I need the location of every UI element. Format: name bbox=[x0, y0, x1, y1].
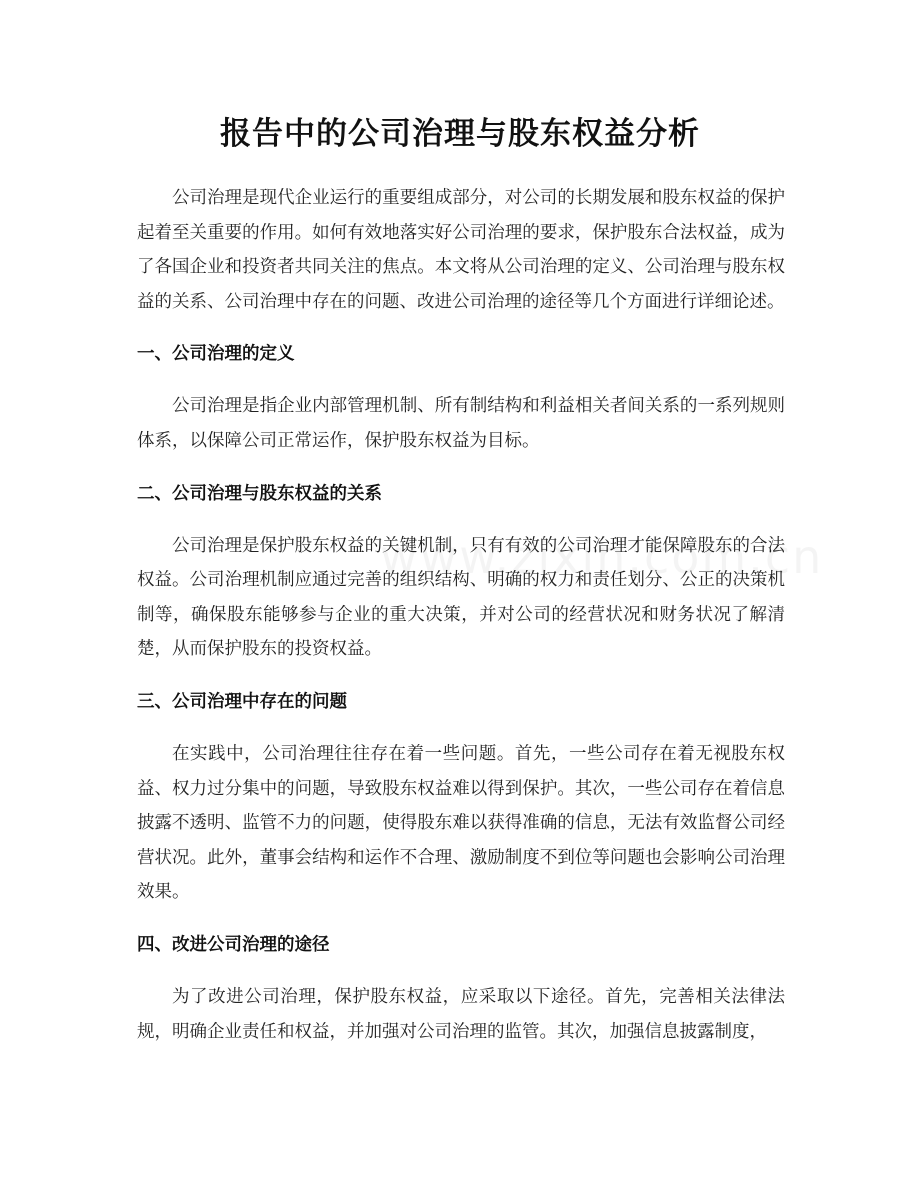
section-body-relationship: 公司治理是保护股东权益的关键机制，只有有效的公司治理才能保障股东的合法权益。公司治理机制应通过完善的组织结构、明确的权力和责任划分、公正的决策机制等，确保股东能够参与企业的重大决策，并对公司的经营状况和财务状况了解清楚，从而保护股东的投资权益。 bbox=[137, 535, 785, 660]
section-body-problems: 在实践中，公司治理往往存在着一些问题。首先，一些公司存在着无视股东权益、权力过分集中的问题，导致股东权益难以得到保护。其次，一些公司存在着信息披露不透明、监管不力的问题，使得股东难以获得准确的信息，无法有效监督公司经营状况。此外，董事会结构和运作不合理、激励制度不到位等问题也会影响公司治理效果。 bbox=[137, 743, 785, 903]
section-body-definition: 公司治理是指企业内部管理机制、所有制结构和利益相关者间关系的一系列规则体系，以保障公司正常运作，保护股东权益为目标。 bbox=[137, 396, 785, 451]
section-heading-relationship: 二、公司治理与股东权益的关系 bbox=[137, 483, 382, 504]
intro-paragraph: 公司治理是现代企业运行的重要组成部分，对公司的长期发展和股东权益的保护起着至关重要的作用。如何有效地落实好公司治理的要求，保护股东合法权益，成为了各国企业和投资者共同关注的焦点。本文将从公司治理的定义、公司治理与股东权益的关系、公司治理中存在的问题、改进公司治理的途径等几个方面进行详细论述。 bbox=[137, 188, 785, 312]
section-body-improvement: 为了改进公司治理，保护股东权益，应采取以下途径。首先，完善相关法律法规，明确企业责任和权益，并加强对公司治理的监管。其次，加强信息披露制度， bbox=[137, 986, 785, 1042]
section-heading-definition: 一、公司治理的定义 bbox=[137, 344, 295, 365]
section-heading-improvement: 四、改进公司治理的途径 bbox=[137, 934, 330, 955]
document-body bbox=[137, 181, 785, 1049]
document-title: 报告中的公司治理与股东权益分析 bbox=[220, 116, 700, 152]
section-heading-problems: 三、公司治理中存在的问题 bbox=[137, 691, 347, 712]
